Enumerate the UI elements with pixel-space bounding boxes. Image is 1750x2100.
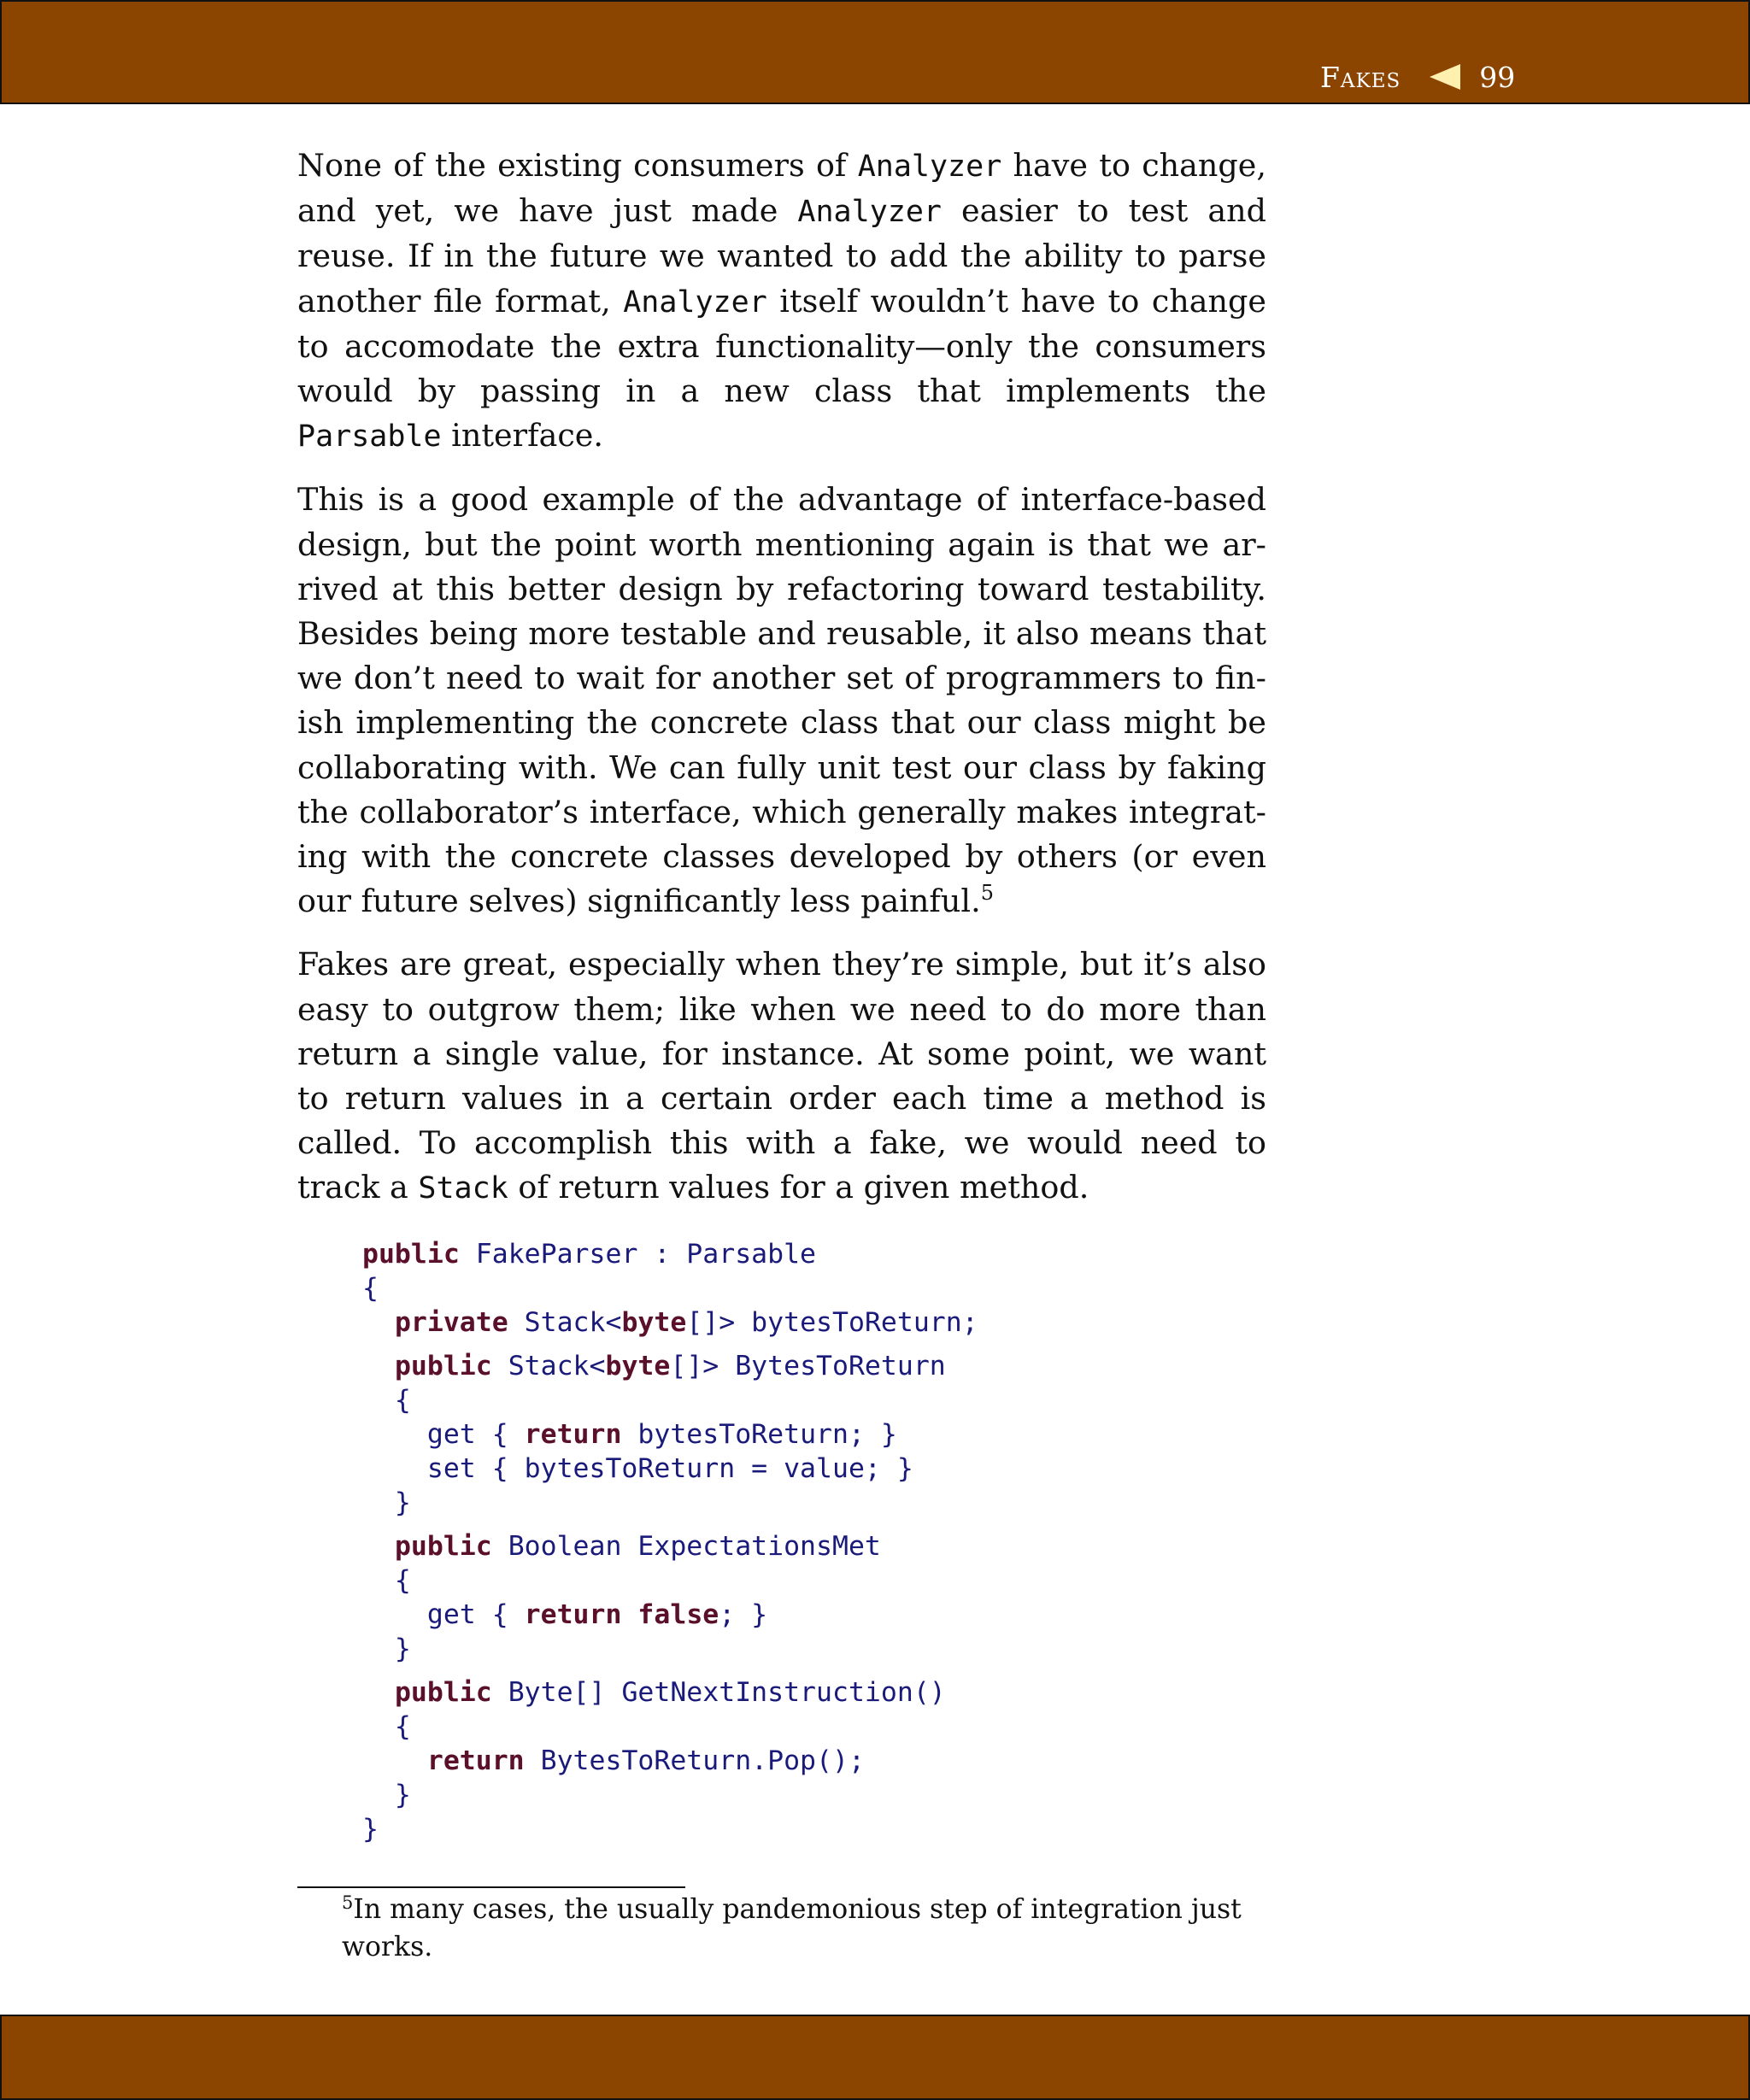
- code-line: [362, 1237, 1266, 1271]
- main-text: [297, 144, 1266, 1846]
- code-text: get {: [362, 1418, 525, 1450]
- paragraph-3: [297, 942, 1266, 1211]
- code-line: [362, 1778, 1266, 1812]
- footer-bar: [0, 2015, 1750, 2100]
- code-text: Stack<: [508, 1306, 622, 1338]
- code-text: ; }: [719, 1598, 768, 1630]
- code-line: [362, 1598, 1266, 1632]
- keyword: byte: [605, 1350, 671, 1381]
- code-line: [362, 1349, 1266, 1383]
- code-line: [362, 1710, 1266, 1744]
- code-text: {: [362, 1564, 411, 1596]
- text-run: This is a good example of the advantage of interface-based design, but the point worth mentioning again is that we arrived at this better design by refactoring toward testability. Besides being more testable and reusable, it also means that we don’t need to wait for another set of programmers to finish implementing the concrete class that our class might be collaborating with. We can fully unit test our class by faking the collaborator’s interface, which generally makes integrating with the concrete classes developed by others (or even our future selves) significantly less painful.: [297, 481, 1266, 920]
- text-run: easier to test and reuse. If in the future we wanted to add the ability to parse another file format,: [297, 192, 1266, 320]
- footnote-rule: [297, 1886, 685, 1888]
- code-text: BytesToReturn.Pop();: [524, 1745, 865, 1776]
- code-line: [362, 1812, 1266, 1846]
- keyword: return: [524, 1598, 622, 1630]
- keyword: public: [394, 1676, 492, 1708]
- code-text: set { bytesToReturn = value; }: [362, 1452, 913, 1484]
- code-text: }: [362, 1813, 379, 1845]
- code-text: Byte[] GetNextInstruction(): [491, 1676, 946, 1708]
- code-text: {: [362, 1384, 411, 1416]
- footnote-ref[interactable]: 5: [980, 881, 994, 906]
- code-line: [362, 1417, 1266, 1452]
- footnote-number: 5: [342, 1892, 354, 1913]
- code-line: [362, 1675, 1266, 1710]
- text-run: interface.: [441, 417, 603, 455]
- code-text: {: [362, 1272, 379, 1304]
- code-line: [362, 1632, 1266, 1666]
- code-text: }: [362, 1633, 411, 1664]
- code-indent: [362, 1677, 395, 1708]
- code-text: []> bytesToReturn;: [686, 1306, 978, 1338]
- text-run: Fakes are great, especially when they’re simple, but it’s also easy to outgrow them; like when we need to do more than return a single value, for instance. At some point, we want to return values in a certain order each time a method is called. To accomplish this with a fake, we would need to track a: [297, 946, 1266, 1206]
- left-triangle-icon: [1430, 64, 1460, 90]
- footnote-text: In many cases, the usually pandemonious step of integration just works.: [342, 1894, 1242, 1962]
- keyword: public: [394, 1350, 492, 1381]
- keyword: return: [524, 1418, 622, 1450]
- keyword: public: [362, 1238, 460, 1270]
- code-listing: [362, 1237, 1266, 1846]
- code-text: get {: [362, 1598, 525, 1630]
- code-text: }: [362, 1487, 411, 1518]
- code-line: [362, 1452, 1266, 1486]
- inline-code: Analyzer: [623, 284, 767, 320]
- code-line: [362, 1305, 1266, 1340]
- code-indent: [362, 1307, 395, 1338]
- code-text: }: [362, 1779, 411, 1810]
- inline-code: Stack: [418, 1171, 508, 1206]
- section-title: Fakes: [1320, 60, 1401, 94]
- code-line: [362, 1563, 1266, 1598]
- running-head: [1320, 58, 1515, 96]
- paragraph-1: [297, 144, 1266, 459]
- code-text: [621, 1599, 637, 1630]
- code-line: [362, 1529, 1266, 1563]
- code-line: [362, 1486, 1266, 1520]
- code-text: {: [362, 1710, 411, 1742]
- keyword: false: [637, 1598, 719, 1630]
- code-line: [362, 1383, 1266, 1417]
- code-text: Boolean ExpectationsMet: [491, 1530, 881, 1562]
- inline-code: Analyzer: [857, 150, 1002, 184]
- text-run: of return values for a given method.: [508, 1169, 1089, 1206]
- code-text: bytesToReturn; }: [621, 1418, 897, 1450]
- paragraph-2: [297, 478, 1266, 924]
- code-line: [362, 1744, 1266, 1778]
- code-text: Stack<: [491, 1350, 606, 1381]
- code-indent: [362, 1745, 427, 1776]
- text-run: itself wouldn’t have to change to accomodate the extra functionality—only the consumers would by passing in a new class that implements the: [297, 282, 1267, 410]
- keyword: return: [426, 1745, 525, 1776]
- code-text: FakeParser : Parsable: [459, 1238, 817, 1270]
- inline-code: Parsable: [297, 419, 442, 455]
- code-line: [362, 1271, 1266, 1305]
- keyword: private: [394, 1306, 508, 1338]
- code-text: []> BytesToReturn: [670, 1350, 946, 1381]
- footnote: [342, 1891, 1273, 1966]
- code-indent: [362, 1351, 395, 1381]
- text-run: None of the existing consumers of: [297, 147, 858, 184]
- keyword: byte: [621, 1306, 687, 1338]
- inline-code: Analyzer: [797, 195, 942, 230]
- text-run: have to change, and yet, we have just made: [297, 147, 1266, 230]
- keyword: public: [394, 1530, 492, 1562]
- code-indent: [362, 1531, 395, 1562]
- page-number: 99: [1479, 60, 1516, 94]
